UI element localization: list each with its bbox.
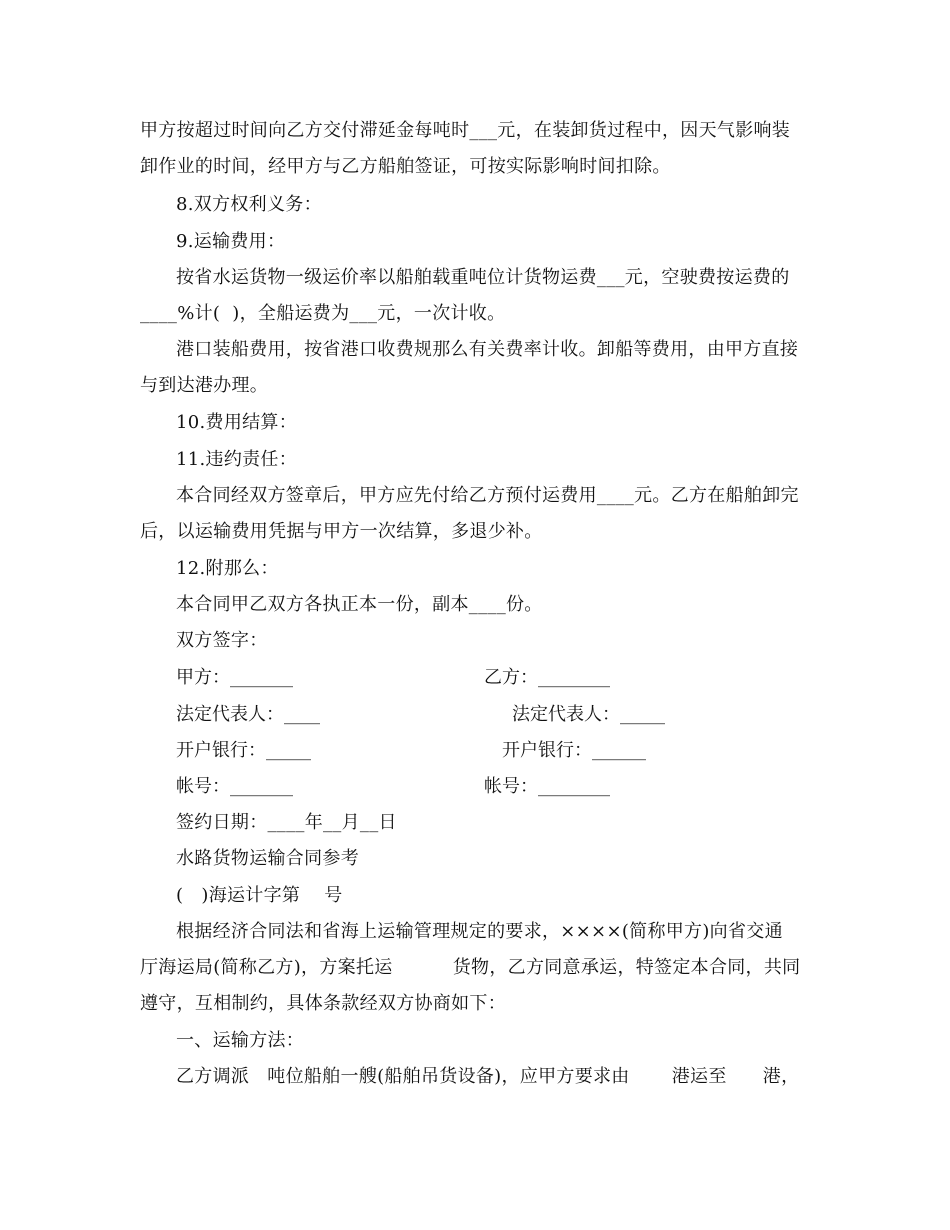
paragraph-line: 双方签字： (176, 630, 268, 651)
party-b-field: 乙方：________ (484, 667, 610, 688)
paragraph-line: 后，以运输费用凭据与甲方一次结算，多退少补。 (140, 521, 543, 542)
contract-title: 水路货物运输合同参考 (176, 848, 359, 869)
paragraph-line: 本合同经双方签章后，甲方应先付给乙方预付运费用____元。乙方在船舶卸完 (176, 485, 799, 506)
section-heading: 11.违约责任： (176, 449, 298, 470)
paragraph-line: 厅海运局(简称乙方)，方案托运 货物，乙方同意承运，特签定本合同，共同 (140, 957, 801, 978)
legal-rep-b-field: 法定代表人：_____ (512, 704, 665, 725)
paragraph-line: ____%计( )，全船运费为___元，一次计收。 (140, 303, 506, 324)
account-b-field: 帐号：________ (484, 776, 610, 797)
paragraph-line: 港口装船费用，按省港口收费规那么有关费率计收。卸船等费用，由甲方直接 (176, 339, 799, 360)
paragraph-line: 甲方按超过时间向乙方交付滞延金每吨时___元，在装卸货过程中，因天气影响装 (140, 120, 791, 141)
section-heading: 一、运输方法： (176, 1030, 305, 1051)
section-heading: 8.双方权利义务： (176, 194, 322, 215)
bank-b-field: 开户银行：______ (502, 740, 646, 761)
signing-date: 签约日期：____年__月__日 (176, 812, 397, 833)
account-a-field: 帐号：_______ (176, 776, 293, 797)
paragraph-line: 按省水运货物一级运价率以船舶载重吨位计货物运费___元，空驶费按运费的 (176, 267, 790, 288)
section-heading: 10.费用结算： (176, 412, 298, 433)
party-a-field: 甲方：_______ (176, 667, 293, 688)
legal-rep-a-field: 法定代表人：____ (176, 704, 320, 725)
section-heading: 9.运输费用： (176, 231, 286, 252)
paragraph-line: 根据经济合同法和省海上运输管理规定的要求，××××(简称甲方)向省交通 (176, 921, 783, 942)
contract-number: ( )海运计字第 号 (176, 885, 343, 906)
paragraph-line: 遵守，互相制约，具体条款经双方协商如下： (140, 993, 506, 1014)
paragraph-line: 卸作业的时间，经甲方与乙方船舶签证，可按实际影响时间扣除。 (140, 156, 671, 177)
paragraph-line: 与到达港办理。 (140, 375, 269, 396)
paragraph-line: 乙方调派 吨位船舶一艘(船舶吊货设备)，应甲方要求由 港运至 港， (176, 1066, 800, 1087)
section-heading: 12.附那么： (176, 558, 279, 579)
paragraph-line: 本合同甲乙双方各执正本一份，副本____份。 (176, 594, 543, 615)
bank-a-field: 开户银行：_____ (176, 740, 311, 761)
